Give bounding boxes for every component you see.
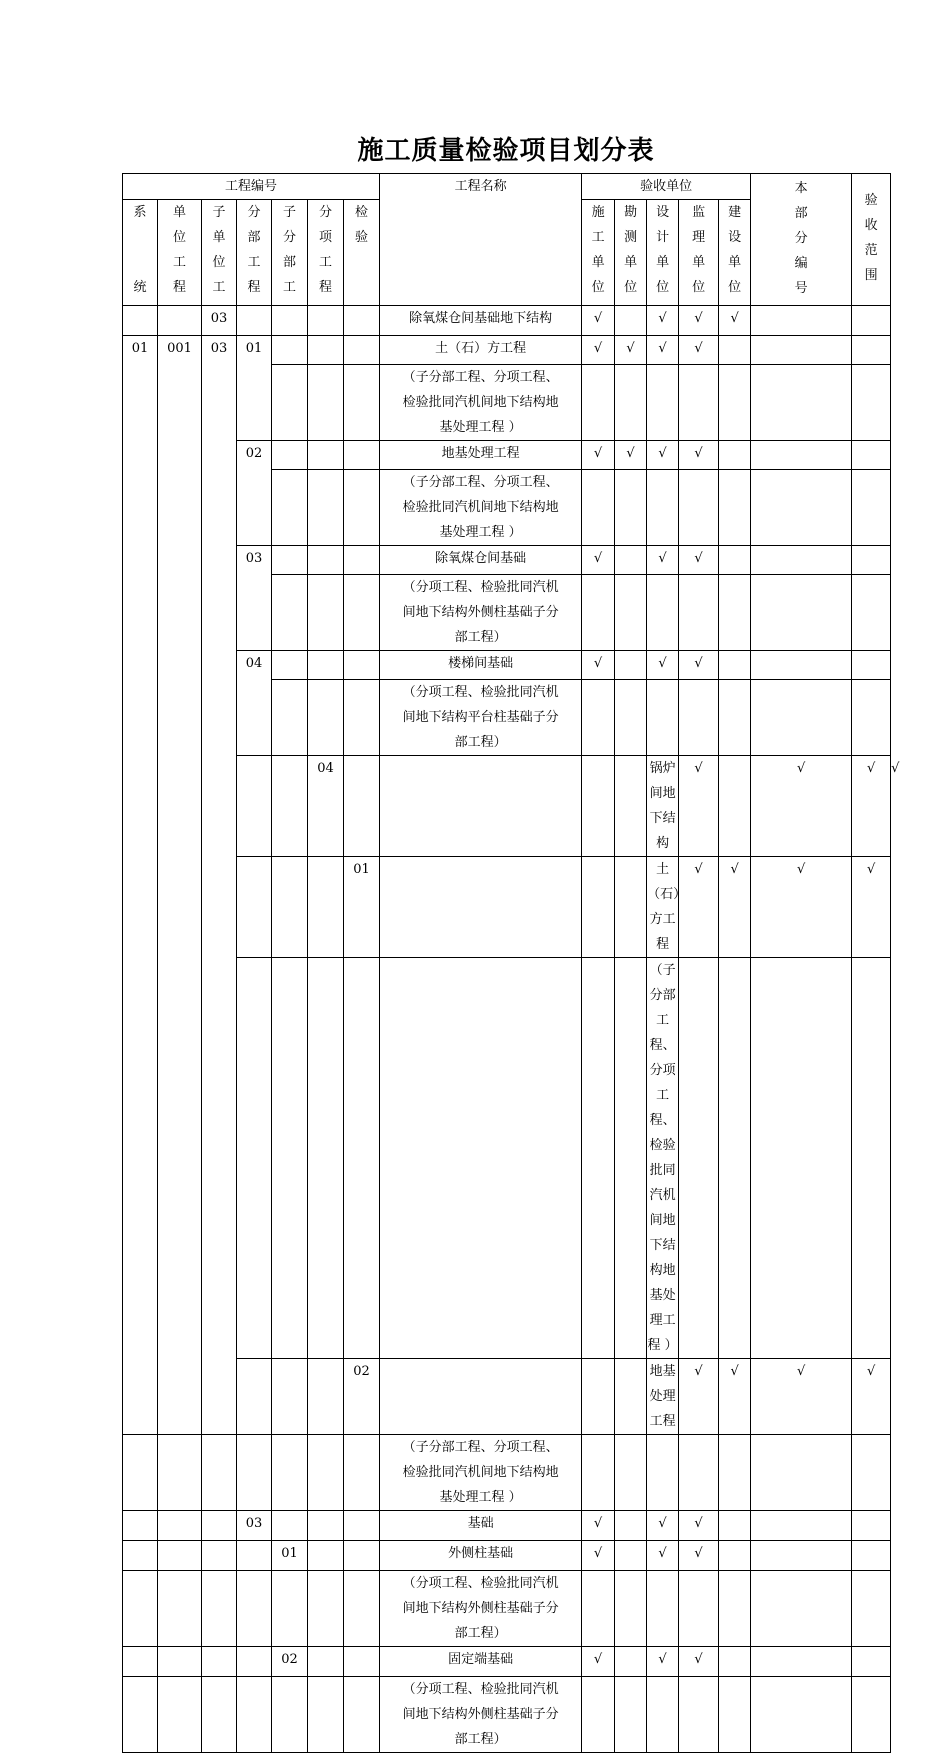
header-subdivision-project: 子 分 部 工 [272,200,308,306]
header-item-project: 分 项 工 程 [308,200,344,306]
header-design-unit: 设 计 单 位 [647,200,679,306]
table-row: 03 除氧煤仓间基础 √ √ √ [123,546,891,575]
table-row [123,958,891,1359]
table-row: 01 001 03 01 土（石）方工程 √ √ √ √ [123,336,891,365]
inspection-division-table [122,173,900,1753]
table-row: 04 楼梯间基础 √ √ √ [123,651,891,680]
table-row: 02 固定端基础 √ √ √ [123,1647,891,1677]
header-row-1 [123,174,891,200]
header-survey-unit: 勘 测 单 位 [615,200,647,306]
header-construction-unit: 施 工 单 位 [582,200,615,306]
header-system: 系 统 [123,200,158,306]
table-row: 03 除氧煤仓间基础地下结构 √ √ √ √ [123,306,891,336]
header-acceptance-units: 验收单位 [582,174,751,200]
note-r2: （子分部工程、分项工程、 检验批同汽机间地下结构地 基处理工程 ） [380,365,582,441]
note-r4: （分项工程、检验批同汽机 间地下结构外侧柱基础子分 部工程） [380,575,582,651]
page-title: 施工质量检验项目划分表 [357,136,655,166]
header-project-name: 工程名称 [380,174,582,306]
table-row: 01 外侧柱基础 √ √ √ [123,1541,891,1571]
header-part-number: 本 部 分 编 号 [751,174,852,306]
note-r11: （分项工程、检验批同汽机 间地下结构外侧柱基础子分 部工程） [380,1677,582,1753]
note-r10: （分项工程、检验批同汽机 间地下结构外侧柱基础子分 部工程） [380,1571,582,1647]
table-row: 02 地基处理工程 √ √ √ √ [123,441,891,470]
table-row [123,1571,891,1647]
note-r7: （子分部工程、分项工程、 检验批同汽机间地下结构地 基处理工程 ） [647,958,679,1359]
table-row: 03 基础 √ √ √ [123,1511,891,1541]
note-r8: （子分部工程、分项工程、 检验批同汽机间地下结构地 基处理工程 ） [380,1435,582,1511]
header-unit-project: 单 位 工 程 [158,200,202,306]
header-subunit-project: 子 单 位 工 [202,200,237,306]
header-acceptance-scope: 验 收 范 围 [852,174,891,306]
table-row: 04 锅炉间地下结构 √ √ √ √ [123,756,891,857]
table-row: 01 土（石）方工程 √ √ √ √ [123,857,891,958]
header-division-project: 分 部 工 程 [237,200,272,306]
note-r3: （子分部工程、分项工程、 检验批同汽机间地下结构地 基处理工程 ） [380,470,582,546]
header-supervision-unit: 监 理 单 位 [679,200,719,306]
header-inspection: 检 验 [344,200,380,306]
note-r5: （分项工程、检验批同汽机 间地下结构平台柱基础子分 部工程） [380,680,582,756]
table-row [123,1677,891,1753]
header-owner-unit: 建 设 单 位 [719,200,751,306]
table-row: 02 地基处理工程 √ √ √ √ [123,1359,891,1435]
table-row [123,1435,891,1511]
header-project-code: 工程编号 [123,174,380,200]
